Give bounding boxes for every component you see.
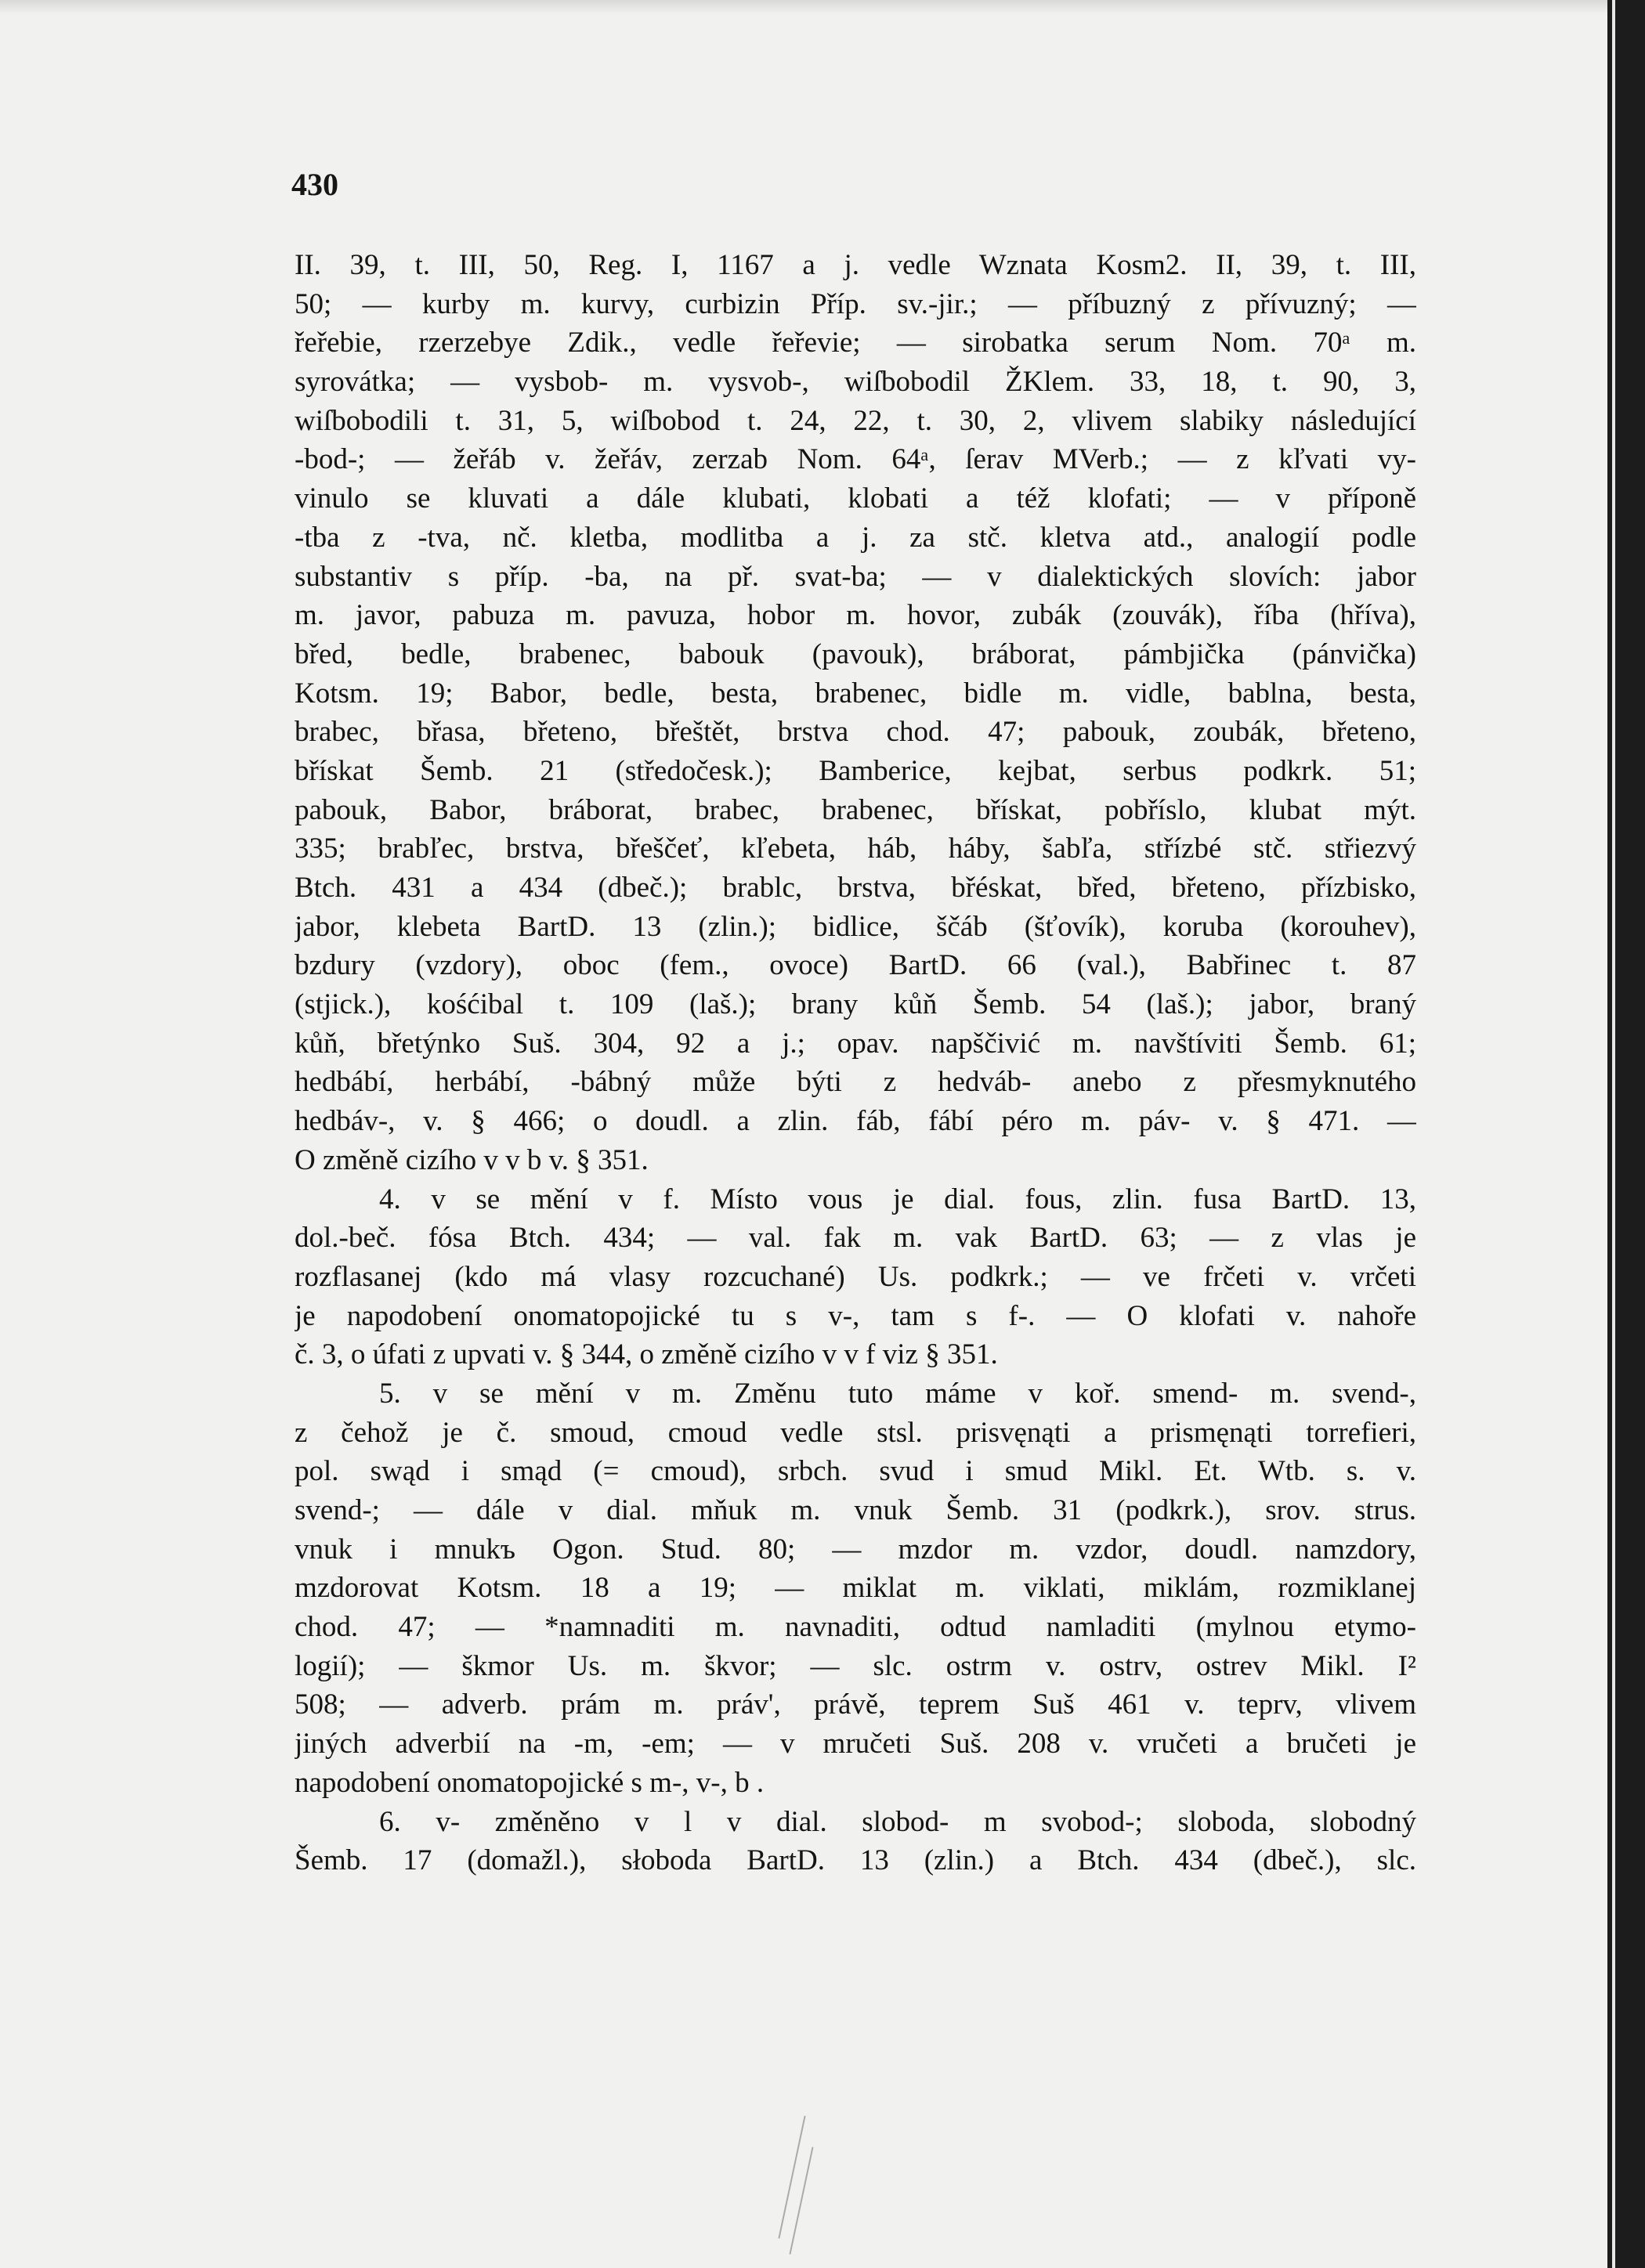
text-line: rozflasanej (kdo má vlasy rozcuchané) Us. podkrk.; — ve frčeti v. vrčeti bbox=[295, 1260, 1416, 1293]
text-line: kůň, břetýnko Suš. 304, 92 a j.; opav. napščivić m. navštíviti Šemb. 61; bbox=[295, 1027, 1416, 1060]
text-line: jabor, klebeta BartD. 13 (zlin.); bidlice, ščáb (šťovík), koruba (korouhev), bbox=[295, 910, 1416, 943]
text-line: hedbáv-, v. § 466; o doudl. a zlin. fáb, fábí péro m. páv- v. § 471. — bbox=[295, 1105, 1416, 1138]
text-line: II. 39, t. III, 50, Reg. I, 1167 a j. vedle Wznata Kosm2. II, 39, t. III, bbox=[295, 249, 1416, 281]
scan-scuff-mark bbox=[778, 2116, 805, 2239]
page-number: 430 bbox=[291, 167, 338, 202]
text-line: logií); — škmor Us. m. škvor; — slc. ostrm v. ostrv, ostrev Mikl. I² bbox=[295, 1649, 1416, 1682]
scan-scuff-mark bbox=[789, 2147, 813, 2254]
text-line: napodobení onomatopojické s m-, v-, b . bbox=[295, 1766, 765, 1799]
text-line: pabouk, Babor, bráborat, brabec, brabenec, břískat, pobříslo, klubat mýt. bbox=[295, 793, 1416, 826]
body-text bbox=[295, 246, 1416, 1880]
text-line: Btch. 431 a 434 (dbeč.); brablc, brstva, břéskat, břed, břeteno, přízbisko, bbox=[295, 872, 1416, 904]
text-line: vnuk i mnukъ Ogon. Stud. 80; — mzdor m. vzdor, doudl. namzdory, bbox=[295, 1533, 1416, 1566]
text-line: -tba z -tva, nč. kletba, modlitba a j. za stč. kletva atd., analogií podle bbox=[295, 521, 1416, 554]
text-line: hedbábí, herbábí, -bábný může býti z hedváb- anebo z přesmyknutého bbox=[295, 1066, 1416, 1099]
text-line: z čehož je č. smoud, cmoud vedle stsl. prisvęnąti a prismęnąti torrefieri, bbox=[295, 1416, 1416, 1449]
text-line: O změně cizího v v b v. § 351. bbox=[295, 1143, 649, 1176]
text-line: bzdury (vzdory), oboc (fem., ovoce) BartD. 66 (val.), Babřinec t. 87 bbox=[295, 949, 1416, 982]
text-line: (stjick.), kośćibal t. 109 (laš.); brany kůň Šemb. 54 (laš.); jabor, braný bbox=[295, 988, 1416, 1021]
text-line: Šemb. 17 (domažl.), słoboda BartD. 13 (zlin.) a Btch. 434 (dbeč.), slc. bbox=[295, 1844, 1416, 1877]
text-line: dol.-beč. fósa Btch. 434; — val. fak m. vak BartD. 63; — z vlas je bbox=[295, 1222, 1416, 1255]
text-line: jiných adverbií na -m, -em; — v mručeti Suš. 208 v. vručeti a bručeti je bbox=[295, 1728, 1416, 1761]
text-line: 5. v se mění v m. Změnu tuto máme v koř. smend- m. svend-, bbox=[379, 1377, 1416, 1410]
text-line: pol. swąd i smąd (= cmoud), srbch. svud i smud Mikl. Et. Wtb. s. v. bbox=[295, 1455, 1416, 1488]
text-line: 50; — kurby m. kurvy, curbizin Příp. sv.-jir.; — příbuzný z přívuzný; — bbox=[295, 287, 1416, 320]
text-line: 6. v- změněno v l v dial. slobod- m svobod-; sloboda, slobodný bbox=[379, 1805, 1416, 1838]
text-line: svend-; — dále v dial. mňuk m. vnuk Šemb. 31 (podkrk.), srov. strus. bbox=[295, 1494, 1416, 1526]
text-line: m. javor, pabuza m. pavuza, hobor m. hovor, zubák (zouvák), říba (hříva), bbox=[295, 599, 1416, 632]
page-top-shadow bbox=[0, 0, 1607, 14]
text-line: brabec, břasa, břeteno, břeštět, brstva chod. 47; pabouk, zoubák, břeteno, bbox=[295, 716, 1416, 749]
text-line: -bod-; — žeřáb v. žeřáv, zerzab Nom. 64ᵃ, ſerav MVerb.; — z kľvati vy- bbox=[295, 443, 1416, 476]
text-line: chod. 47; — *namnaditi m. navnaditi, odtud namladiti (mylnou etymo- bbox=[295, 1611, 1416, 1644]
text-line: 508; — adverb. prám m. práv', právě, teprem Suš 461 v. teprv, vlivem bbox=[295, 1688, 1416, 1721]
text-line: je napodobení onomatopojické tu s v-, tam s f-. — O klofati v. nahoře bbox=[295, 1299, 1416, 1332]
page-right-edge bbox=[1607, 0, 1645, 2268]
text-line: řeřebie, rzerzebye Zdik., vedle řeřevie; — sirobatka serum Nom. 70ᵃ m. bbox=[295, 327, 1416, 359]
text-line: 335; brabľec, brstva, břeščeť, kľebeta, háb, háby, šabľa, střízbé stč. střiezvý bbox=[295, 832, 1416, 865]
text-line: 4. v se mění v f. Místo vous je dial. fous, zlin. fusa BartD. 13, bbox=[379, 1183, 1416, 1215]
text-line: Kotsm. 19; Babor, bedle, besta, brabenec, bidle m. vidle, bablna, besta, bbox=[295, 677, 1416, 710]
text-line: wiſbobodili t. 31, 5, wiſbobod t. 24, 22, t. 30, 2, vlivem slabiky následující bbox=[295, 404, 1416, 437]
text-line: č. 3, o úfati z upvati v. § 344, o změně cizího v v f viz § 351. bbox=[295, 1338, 998, 1371]
text-line: syrovátka; — vysbob- m. vysvob-, wiſbobodil ŽKlem. 33, 18, t. 90, 3, bbox=[295, 366, 1416, 399]
text-line: mzdorovat Kotsm. 18 a 19; — miklat m. viklati, miklám, rozmiklanej bbox=[295, 1572, 1416, 1605]
text-line: břed, bedle, brabenec, babouk (pavouk), bráborat, pámbjička (pánvička) bbox=[295, 637, 1416, 670]
text-line: substantiv s příp. -ba, na př. svat-ba; — v dialektických slovích: jabor bbox=[295, 560, 1416, 593]
text-line: břískat Šemb. 21 (středočesk.); Bamberice, kejbat, serbus podkrk. 51; bbox=[295, 754, 1416, 787]
text-line: vinulo se kluvati a dále klubati, klobati a též klofati; — v příponě bbox=[295, 482, 1416, 515]
